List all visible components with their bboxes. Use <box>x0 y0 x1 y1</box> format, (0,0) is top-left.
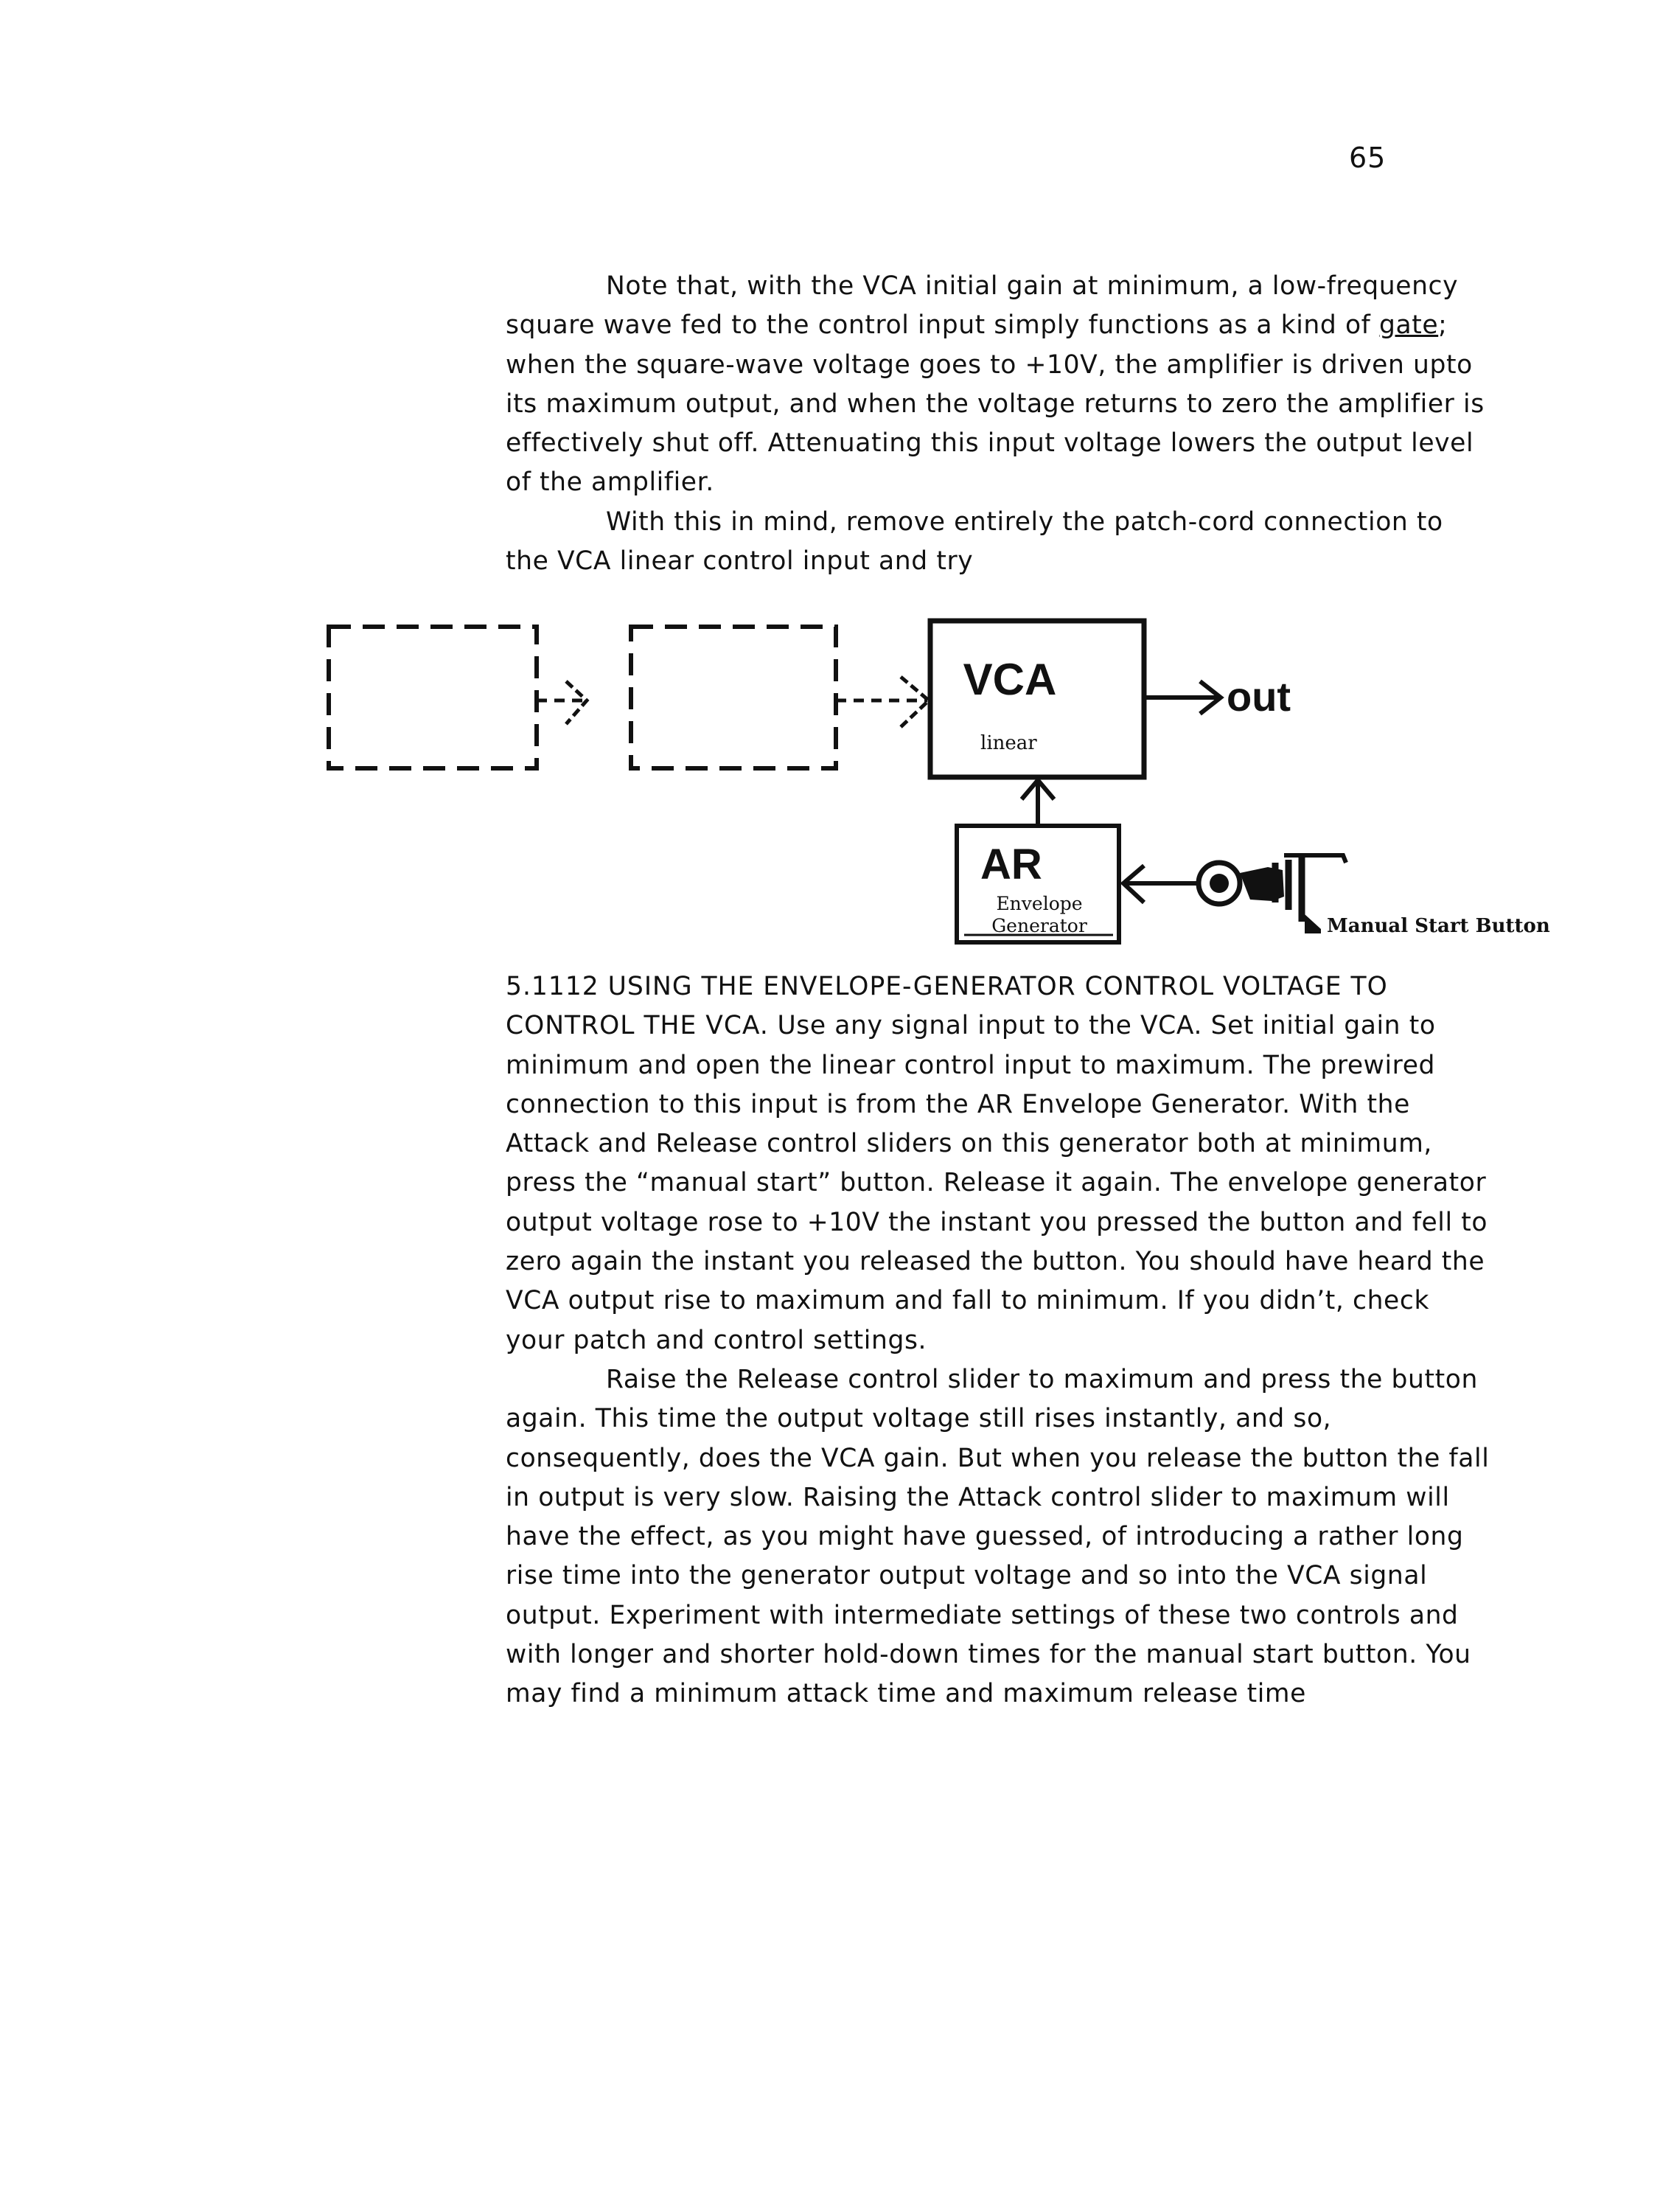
ar-title: AR <box>980 841 1042 888</box>
dashed-arrow-1 <box>537 681 587 724</box>
section-heading: 5.1112 USING THE ENVELOPE-GENERATOR CONTROL VOLTAGE TO CONTROL THE VCA. <box>506 972 1388 1041</box>
paragraph-text: ; when the square-wave voltage goes to +10V, the amplifier is driven upto its maximum output, and when the voltage returns to zero the amplifier is effectively shut off. Attenuating this input voltage lowers the output level of the amplifier. <box>506 310 1485 498</box>
button-to-ar-arrow <box>1123 866 1199 902</box>
manual-start-button-label: Manual Start Button <box>1327 915 1550 937</box>
section-5-1112 <box>506 967 1493 1360</box>
ar-to-vca-arrow <box>1022 780 1054 826</box>
paragraph-text: Note that, with the VCA initial gain at minimum, a low-frequency square wave fed to the control input simply functions as a kind of <box>506 271 1459 341</box>
dashed-box-middle <box>631 627 836 768</box>
hand-pressing-button-icon <box>1199 855 1346 933</box>
out-label: out <box>1227 673 1291 720</box>
section-text: Use any signal input to the VCA. Set initial gain to minimum and open the linear control input to maximum. The prewired connection to this input is from the AR Envelope Generator. With the Attack and Release control sliders on this generator both at minimum, press the “manual start” button. Release it again. The envelope generator output voltage rose to +10V the instant you pressed the button and fell to zero again the instant you released the button. You should have heard the VCA output rise to maximum and fall to minimum. If you didn’t, check your patch and control settings. <box>506 1011 1488 1355</box>
text-block-top <box>506 267 1493 581</box>
patch-diagram <box>317 605 1570 959</box>
text-block-bottom <box>506 967 1493 1714</box>
paragraph-vca-gate <box>506 267 1493 503</box>
paragraph-try: With this in mind, remove entirely the patch-cord connection to the VCA linear control input and try <box>506 507 1443 577</box>
dashed-arrow-2 <box>836 677 929 727</box>
emphasis-gate: gate <box>1378 310 1439 341</box>
paragraph-release-slider: Raise the Release control slider to maximum and press the button again. This time the output voltage still rises instantly, and so, consequently, does the VCA gain. But when you release the button the fall in output is very slow. Raising the Attack control slider to maximum will have the effect, as you might have guessed, of introducing a rather long rise time into the generator output voltage and so into the VCA signal output. Experiment with intermediate settings of these two controls and with longer and shorter hold-down times for the manual start button. You may find a minimum attack time and maximum release time <box>506 1364 1490 1709</box>
ar-generator-label: Generator <box>991 915 1087 936</box>
vca-linear-label: linear <box>980 732 1037 754</box>
dashed-box-left <box>329 627 537 768</box>
page-number: 65 <box>1349 142 1387 174</box>
out-arrow <box>1144 681 1221 714</box>
ar-envelope-label: Envelope <box>996 893 1083 914</box>
vca-title: VCA <box>963 655 1057 704</box>
